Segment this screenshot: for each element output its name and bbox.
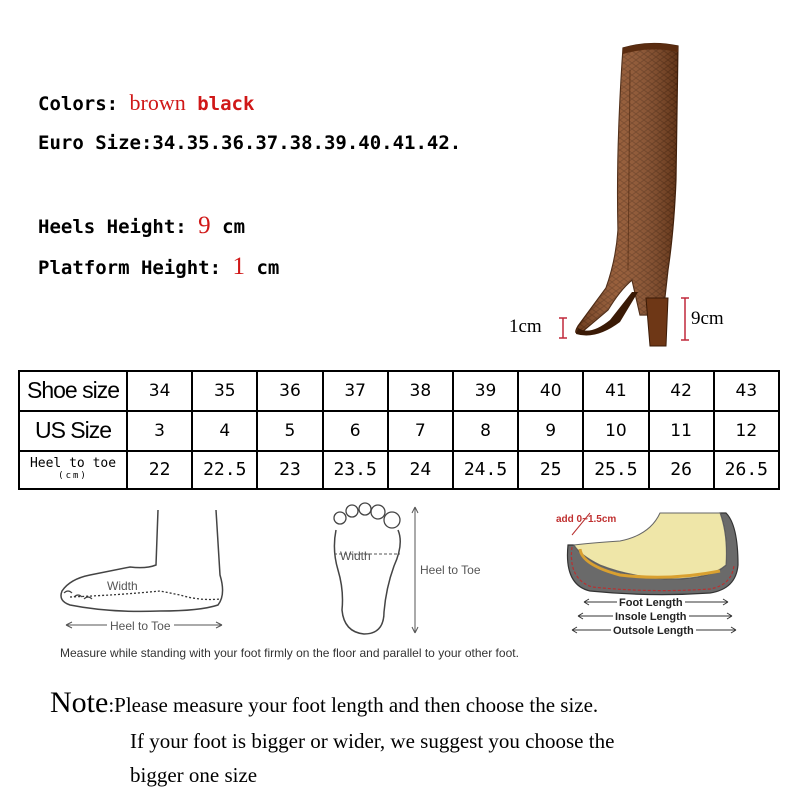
platform-height-label: Platform Height: — [38, 257, 222, 279]
platform-height-line — [38, 253, 279, 281]
note-block — [50, 686, 598, 720]
us-size-cell: 11 — [649, 411, 714, 451]
shoe-size-cell: 40 — [518, 371, 583, 411]
us-size-cell: 7 — [388, 411, 453, 451]
shoe-size-cell: 43 — [714, 371, 779, 411]
insole-length-label: Insole Length — [615, 611, 687, 623]
shoe-section-diagram — [560, 505, 745, 605]
heel-height-line — [38, 212, 245, 240]
heel-to-toe-cell: 23.5 — [323, 451, 388, 489]
top-heel-to-toe-label: Heel to Toe — [420, 563, 481, 577]
us-size-cell: 12 — [714, 411, 779, 451]
heel-to-toe-cell: 25.5 — [583, 451, 648, 489]
heel-height-value: 9 — [198, 212, 211, 239]
side-heel-to-toe-label: Heel to Toe — [107, 619, 174, 633]
heel-height-unit: cm — [222, 216, 246, 238]
shoe-size-cell: 36 — [257, 371, 322, 411]
top-width-label: Width — [340, 549, 371, 563]
heel-to-toe-cell: 25 — [518, 451, 583, 489]
shoe-size-cell: 39 — [453, 371, 518, 411]
platform-height-value: 1 — [232, 253, 245, 280]
us-size-cell: 8 — [453, 411, 518, 451]
euro-size-line — [38, 132, 461, 154]
shoe-size-cell: 41 — [583, 371, 648, 411]
heel-to-toe-header — [19, 451, 127, 489]
us-size-cell: 4 — [192, 411, 257, 451]
note-heading: Note — [50, 686, 109, 719]
shoe-size-cell: 34 — [127, 371, 192, 411]
note-line-1: :Please measure your foot length and then choose the size. — [108, 693, 599, 717]
heel-to-toe-cell: 26.5 — [714, 451, 779, 489]
shoe-size-cell: 38 — [388, 371, 453, 411]
heel-to-toe-unit: (cm) — [58, 470, 88, 481]
heel-height-label: Heels Height: — [38, 216, 187, 238]
shoe-size-cell: 35 — [192, 371, 257, 411]
shoe-add-label: add 0~1.5cm — [556, 514, 617, 525]
us-size-header: US Size — [19, 411, 127, 451]
heel-dimension-label: 9cm — [691, 308, 724, 329]
us-size-cell: 5 — [257, 411, 322, 451]
heel-dimension-marker — [678, 296, 692, 344]
colors-label: Colors: — [38, 93, 119, 115]
platform-dimension-marker — [556, 316, 570, 342]
note-line-2: If your foot is bigger or wider, we suggest you choose the — [130, 729, 615, 753]
side-width-label: Width — [107, 579, 138, 593]
us-size-cell: 6 — [323, 411, 388, 451]
note-line-3: bigger one size — [130, 763, 258, 787]
color-black: black — [197, 93, 255, 115]
platform-dimension-label: 1cm — [509, 316, 542, 337]
foot-length-label: Foot Length — [619, 597, 683, 609]
shoe-size-header: Shoe size — [19, 371, 127, 411]
colors-line — [38, 90, 254, 116]
heel-to-toe-cell: 24 — [388, 451, 453, 489]
shoe-size-cell: 37 — [323, 371, 388, 411]
euro-size-label: Euro Size: — [38, 132, 153, 154]
us-size-row — [19, 411, 779, 451]
heel-to-toe-cell: 22 — [127, 451, 192, 489]
heel-to-toe-row — [19, 451, 779, 489]
heel-to-toe-cell: 22.5 — [192, 451, 257, 489]
shoe-size-row — [19, 371, 779, 411]
us-size-cell: 3 — [127, 411, 192, 451]
us-size-cell: 9 — [518, 411, 583, 451]
platform-height-unit: cm — [256, 257, 280, 279]
heel-to-toe-label: Heel to toe — [29, 455, 117, 471]
color-brown: brown — [129, 90, 186, 115]
top-foot-diagram — [322, 500, 412, 640]
heel-to-toe-cell: 24.5 — [453, 451, 518, 489]
euro-size-values: 34.35.36.37.38.39.40.41.42. — [152, 132, 462, 154]
heel-to-toe-cell: 26 — [649, 451, 714, 489]
size-table — [18, 370, 780, 490]
us-size-cell: 10 — [583, 411, 648, 451]
measure-caption: Measure while standing with your foot firmly on the floor and parallel to your other foot. — [60, 646, 519, 660]
outsole-length-label: Outsole Length — [613, 625, 694, 637]
shoe-size-cell: 42 — [649, 371, 714, 411]
heel-to-toe-cell: 23 — [257, 451, 322, 489]
